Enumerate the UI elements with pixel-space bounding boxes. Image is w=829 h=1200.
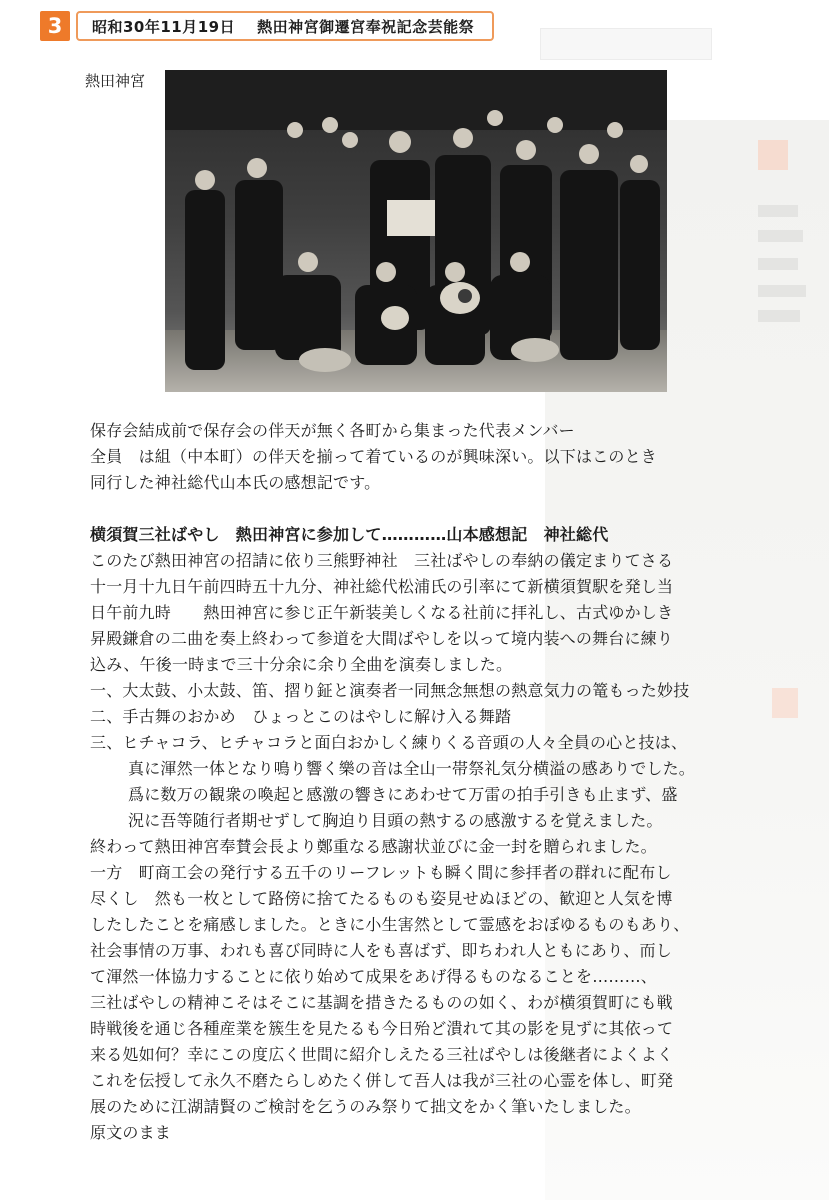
list-item-2: 二、手古舞のおかめ ひょっとこのはやしに解け入る舞踏 [90, 707, 512, 726]
essay-line: これを伝授して永久不磨たらしめたく併して吾人は我が三社の心霊を体し、町発 [90, 1071, 674, 1090]
list-item-3-cont: 真に渾然一体となり鳴り響く樂の音は全山一帯祭礼気分横溢の感ありでした。 [128, 759, 696, 778]
bleed-through-badge [772, 688, 798, 718]
section-title-box [76, 11, 494, 41]
essay-line: 三社ばやしの精神こそはそこに基調を措きたるものの如く、わが横須賀町にも戦 [90, 993, 673, 1012]
intro-line: 全員 は組（中本町）の伴天を揃って着ているのが興味深い。以下はこのとき [90, 447, 658, 466]
essay-line: 十一月十九日午前四時五十九分、神社総代松浦氏の引率にて新横須賀駅を発し当 [90, 577, 674, 596]
list-item-3: 三、ヒチャコラ、ヒチャコラと面白おかしく練りくる音頭の人々全員の心と技は、 [90, 733, 688, 752]
group-photo [165, 70, 667, 392]
essay-line: 終わって熱田神宮奉賛会長より鄭重なる感謝状並びに金一封を贈られました。 [90, 837, 657, 856]
essay-heading: 横須賀三社ばやし 熱田神宮に参加して…………山本感想記 神社総代 [90, 525, 609, 544]
closing-note: 原文のまま [90, 1123, 172, 1142]
intro-line: 保存会結成前で保存会の伴天が無く各町から集まった代表メンバー [90, 421, 575, 440]
essay-line: 日午前九時 熱田神宮に参じ正午新装美しくなる社前に拝礼し、古式ゆかしき [90, 603, 674, 622]
section-date: 昭和30年11月19日 [92, 17, 236, 36]
essay-line: 社会事情の万事、われも喜び同時に人をも喜ばず、即ちわれ人ともにあり、而し [90, 941, 672, 960]
essay-line: 一方 町商工会の発行する五千のリーフレットも瞬く間に参拝者の群れに配布し [90, 863, 672, 882]
photo-caption: 熱田神宮 [85, 72, 146, 90]
section-title: 熱田神宮御遷宮奉祝記念芸能祭 [257, 17, 475, 36]
essay-line: 昇殿鎌倉の二曲を奏上終わって参道を大間ばやしを以って境内装への舞台に練り [90, 629, 674, 648]
list-item-3-cont: 爲に数万の観衆の喚起と感激の響きにあわせて万雷の拍手引きも止まず、盛 [128, 785, 678, 804]
essay-line: て渾然一体協力することに依り始めて成果をあげ得るものなることを………、 [90, 967, 658, 986]
bleed-through-text [758, 205, 798, 217]
essay-line: 展のために江湖請賢のご検討を乞うのみ祭りて拙文をかく筆いたしました。 [90, 1097, 641, 1116]
bleed-through-text [758, 258, 798, 270]
section-number-badge: 3 [40, 11, 70, 41]
essay-line: 時戦後を通じ各種産業を簇生を見たるも今日殆ど潰れて其の影を見ずに其依って [90, 1019, 674, 1038]
bleed-through-text [758, 230, 803, 242]
essay-line: 尽くし 然も一枚として路傍に捨てたるものも姿見せぬほどの、歓迎と人気を博 [90, 889, 673, 908]
essay-line: このたび熱田神宮の招請に依り三熊野神社 三社ばやしの奉納の儀定まりてさる [90, 551, 674, 570]
essay-line: したしたことを痛感しました。ときに小生害然として霊感をおぼゆるものもあり、 [90, 915, 690, 934]
bleed-through-header [540, 28, 712, 60]
bleed-through-text [758, 285, 806, 297]
bleed-through-badge [758, 140, 788, 170]
essay-line: 来る処如何？幸にこの度広く世間に紹介しえたる三社ばやしは後継者によくよく [90, 1045, 674, 1064]
list-item-3-cont: 況に吾等随行者期せずして胸迫り目頭の熱するの感激するを覚えました。 [128, 811, 663, 830]
essay-line: 込み、午後一時まで三十分余に余り全曲を演奏しました。 [90, 655, 513, 674]
intro-line: 同行した神社総代山本氏の感想記です。 [90, 473, 381, 492]
bleed-through-text [758, 310, 800, 322]
article-body [90, 418, 770, 1146]
section-header [40, 10, 494, 42]
list-item-1: 一、大太鼓、小太鼓、笛、摺り鉦と演奏者一同無念無想の熱意気力の篭もった妙技 [90, 681, 690, 700]
